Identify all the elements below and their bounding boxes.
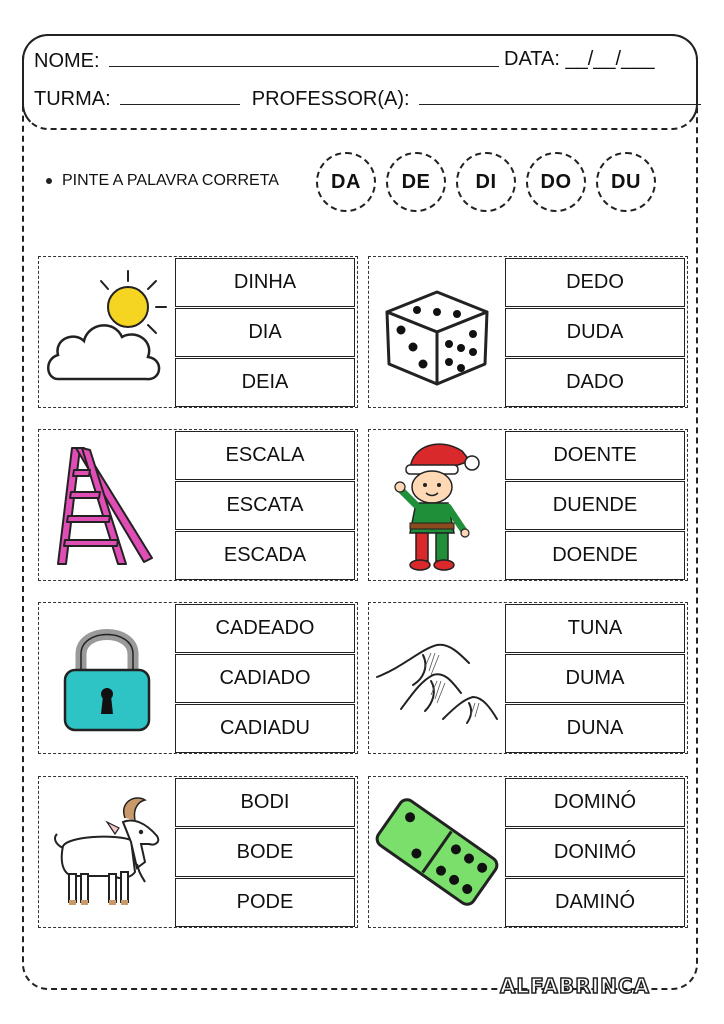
- instruction-text: PINTE A PALAVRA CORRETA: [62, 172, 279, 189]
- date-field[interactable]: __/__/___: [565, 48, 655, 70]
- word-card: [38, 776, 358, 928]
- dice-icon: [369, 257, 505, 407]
- teacher-field[interactable]: [419, 86, 701, 105]
- name-field[interactable]: [109, 48, 499, 67]
- sun-cloud-icon: [39, 257, 175, 407]
- syllable-da: DA: [316, 152, 376, 212]
- syllable-de: DE: [386, 152, 446, 212]
- word-option[interactable]: DEIA: [175, 358, 355, 407]
- word-card: [368, 429, 688, 581]
- word-option[interactable]: DOENTE: [505, 431, 685, 480]
- word-option[interactable]: ESCATA: [175, 481, 355, 530]
- word-option[interactable]: TUNA: [505, 604, 685, 653]
- name-label: NOME:: [34, 50, 100, 72]
- word-card: [368, 602, 688, 754]
- word-card: [38, 256, 358, 408]
- word-option[interactable]: DUENDE: [505, 481, 685, 530]
- word-card: [38, 429, 358, 581]
- domino-icon: [369, 777, 505, 927]
- syllable-do: DO: [526, 152, 586, 212]
- word-option[interactable]: BODI: [175, 778, 355, 827]
- bullet-icon: [46, 178, 52, 184]
- student-info-header: [22, 34, 698, 130]
- word-option[interactable]: BODE: [175, 828, 355, 877]
- dunes-icon: [369, 603, 505, 753]
- word-option[interactable]: DUNA: [505, 704, 685, 753]
- word-option[interactable]: CADEADO: [175, 604, 355, 653]
- word-option[interactable]: DOENDE: [505, 531, 685, 580]
- teacher-label: PROFESSOR(A):: [251, 88, 410, 110]
- syllable-di: DI: [456, 152, 516, 212]
- ladder-icon: [39, 430, 175, 580]
- word-option[interactable]: DEDO: [505, 258, 685, 307]
- word-option[interactable]: ESCADA: [175, 531, 355, 580]
- word-option[interactable]: DADO: [505, 358, 685, 407]
- word-option[interactable]: DONIMÓ: [505, 828, 685, 877]
- word-option[interactable]: DUMA: [505, 654, 685, 703]
- brand-logo: ALFABRINCA: [499, 974, 650, 998]
- word-option[interactable]: DIA: [175, 308, 355, 357]
- goat-icon: [39, 777, 175, 927]
- word-card: [368, 256, 688, 408]
- elf-icon: [369, 430, 505, 580]
- syllable-du: DU: [596, 152, 656, 212]
- word-option[interactable]: DUDA: [505, 308, 685, 357]
- class-field[interactable]: [120, 86, 240, 105]
- word-option[interactable]: DAMINÓ: [505, 878, 685, 927]
- word-option[interactable]: DINHA: [175, 258, 355, 307]
- word-option[interactable]: DOMINÓ: [505, 778, 685, 827]
- date-label: DATA:: [504, 48, 560, 70]
- word-option[interactable]: CADIADO: [175, 654, 355, 703]
- word-card: [38, 602, 358, 754]
- class-label: TURMA:: [34, 88, 111, 110]
- word-card: [368, 776, 688, 928]
- word-option[interactable]: CADIADU: [175, 704, 355, 753]
- instruction: [46, 172, 279, 190]
- word-option[interactable]: PODE: [175, 878, 355, 927]
- padlock-icon: [39, 603, 175, 753]
- word-option[interactable]: ESCALA: [175, 431, 355, 480]
